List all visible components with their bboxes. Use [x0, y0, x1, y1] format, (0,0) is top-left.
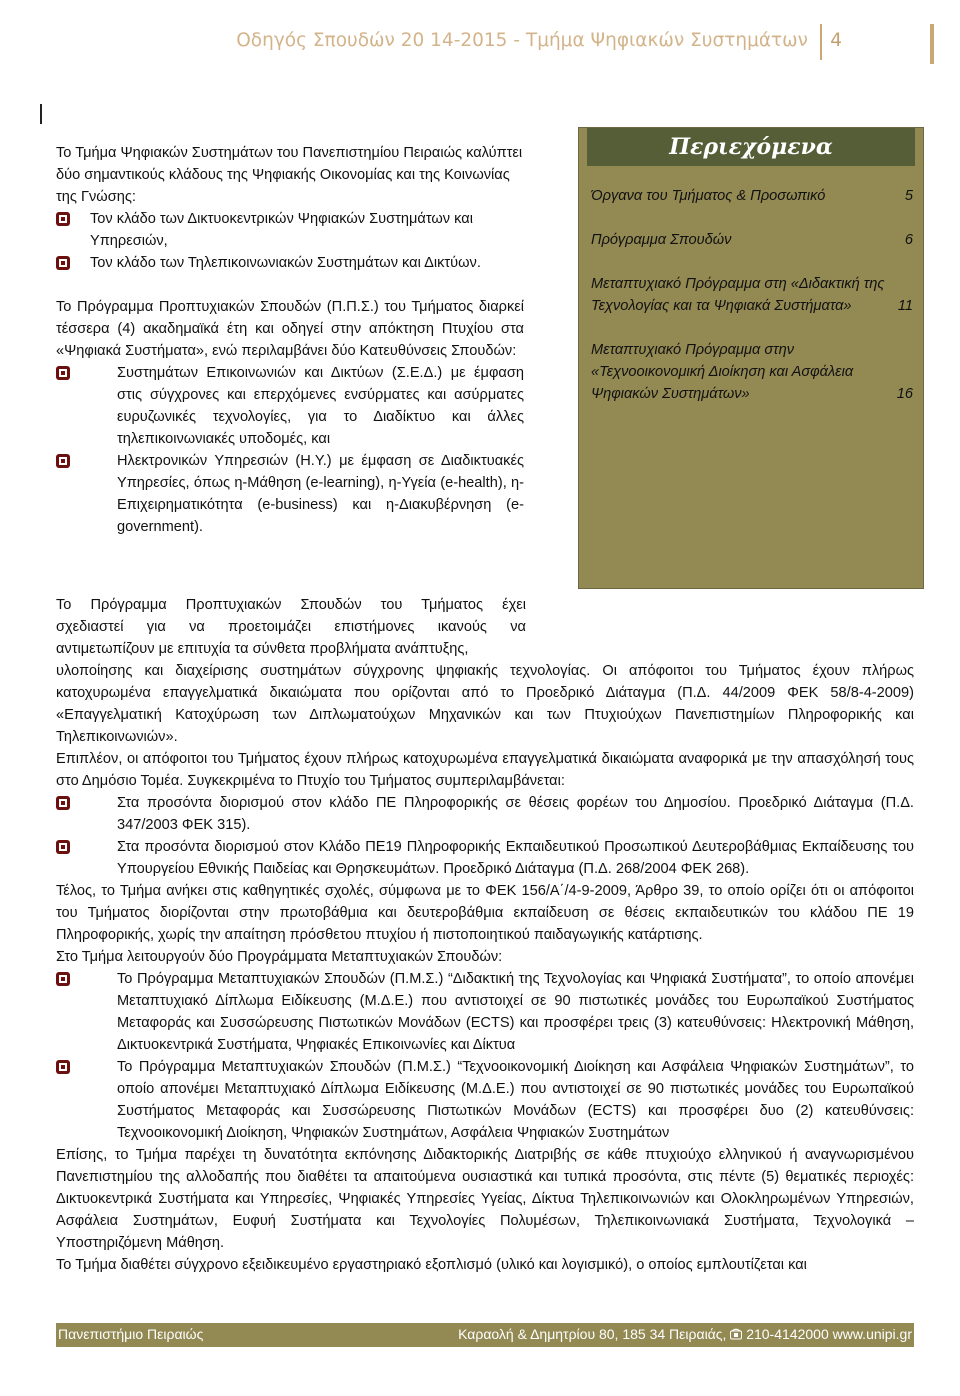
toc-title: Περιεχόμενα — [669, 134, 833, 160]
postgraduate-paragraph: Στο Τμήμα λειτουργούν δύο Προγράμματα Μεταπτυχιακών Σπουδών: — [56, 949, 503, 965]
running-header-title: Οδηγός Σπουδών 20 14-2015 - Τμήμα Ψηφιακών Συστημάτων — [236, 30, 808, 51]
list-item — [56, 1056, 914, 1144]
header-accent-bar — [930, 24, 934, 64]
toc-entry[interactable] — [591, 185, 913, 207]
toc-entry-label[interactable]: Μεταπτυχιακό Πρόγραμμα στην «Τεχνοοικονομική Διοίκηση και Ασφάλεια Ψηφιακών Συστημάτων» — [591, 342, 854, 402]
programme-paragraph: Το Πρόγραμμα Προπτυχιακών Σπουδών (Π.Π.Σ.) του Τμήματος διαρκεί τέσσερα (4) ακαδημαϊκά έτη και οδηγεί στην απόκτηση Πτυχίου στα «Ψηφιακά Συστήματα», ενώ περιλαμβάνει δύο Κατευθύνσεις Σπουδών: — [56, 299, 524, 359]
list-item — [56, 450, 524, 538]
toc-list — [591, 185, 913, 405]
list-item — [56, 252, 524, 274]
postgraduate-bullet-text: Το Πρόγραμμα Μεταπτυχιακών Σπουδών (Π.Μ.Σ.) “Διδακτική της Τεχνολογίας και Ψηφιακά Συστήματα”, το οποίο απονέμει Μεταπτυχιακό Δίπλωμα Ειδίκευσης (Μ.Δ.Ε.) που αντιστοιχεί σε 90 πιστωτικές μονάδες του Ευρωπαϊκού Συστήματος Μεταφοράς και Συσσώρευσης Πιστωτικών Μονάδων (ECTS) και προσφέρει τρεις (3) κατευθύνσεις: Ηλεκτρονική Μάθηση, Δικτυοκεντρικά Συστήματα, Ψηφιακές Επικοινωνίες και Δίκτυα — [117, 971, 914, 1053]
toc-entry[interactable] — [591, 273, 913, 317]
text-cursor — [40, 104, 42, 124]
list-item — [56, 836, 914, 880]
list-item — [56, 792, 914, 836]
toc-title-bar — [587, 128, 915, 166]
box-bullet-icon — [56, 796, 70, 810]
left-column — [56, 142, 524, 538]
page-header — [0, 22, 960, 62]
toc-entry-page: 5 — [904, 188, 913, 204]
toc-entry-label[interactable]: Όργανα του Τμήματος & Προσωπικό — [591, 188, 826, 204]
toc-entry-page: 16 — [896, 386, 913, 402]
box-bullet-icon — [56, 454, 70, 468]
doctoral-paragraph: Επίσης, το Τμήμα παρέχει τη δυνατότητα εκπόνησης Διδακτορικής Διατριβής σε κάθε πτυχιούχο ελληνικού ή αναγνωρισμένου Πανεπιστημίου της αλλοδαπής που διαθέτει τα απαιτούμενα ουσιαστικά και τυπικά προσόντα, στις πέντε (5) θεματικές περιοχές: Δικτυοκεντρικά Συστήματα και Υπηρεσίες, Ψηφιακές Υπηρεσίες Υγείας, Δίκτυα Τηλεπικοινωνιών και Ολοκληρωμένων Υπηρεσιών, Ασφάλεια Συστημάτων, Ευφυή Συστήματα και Τεχνολογίες Πολυμέσων, Τηλεπικοινωνιακά Συστήματα, Τεχνολογικά – Υποστηριζόμενη Μάθηση. — [56, 1147, 914, 1251]
table-of-contents — [578, 127, 924, 589]
public-sector-paragraph: Επιπλέον, οι απόφοιτοι του Τμήματος έχουν πλήρως κατοχυρωμένα επαγγελματικά δικαιώματα αναφορικά με την απασχόλησή τους στο Δημόσιο Τομέα. Συγκεκριμένα το Πτυχίο του Τμήματος συμπεριλαμβάνεται: — [56, 751, 914, 789]
aims-paragraph: υλοποίησης και διαχείρισης συστημάτων σύγχρονης ψηφιακής τεχνολογίας. Οι απόφοιτοι του Τμήματος έχουν πλήρως κατοχυρωμένα επαγγελματικά δικαιώματα που ορίζονται από το Προεδρικό Διάταγμα (Π.Δ. 44/2009 ΦΕΚ 58/8-4-2009) «Επαγγελματική Κατοχύρωση των Διπλωματούχων Μηχανικών και των Πτυχιούχων Πανεπιστημίων Πληροφορικής και Τηλεπικοινωνιών». — [56, 663, 914, 745]
intro-paragraph: Το Τμήμα Ψηφιακών Συστημάτων του Πανεπιστημίου Πειραιώς καλύπτει δύο σημαντικούς κλάδους της Ψηφιακής Οικονομίας και της Κοινωνίας της Γνώσης: — [56, 145, 523, 205]
aims-line: σχεδιαστεί για να προετοιμάζει επιστήμονες ικανούς να — [56, 619, 526, 635]
box-bullet-icon — [56, 212, 70, 226]
engineering-paragraph: Τέλος, το Τμήμα ανήκει στις καθηγητικές σχολές, σύμφωνα με το ΦΕΚ 156/Α΄/4-9-2009, Άρθρο 39, το οποίο ορίζει ότι οι απόφοιτοι του Τμήματος διορίζονται στην πρωτοβάθμια και δευτεροβάθμια εκπαίδευση σε θέσεις εκπαιδευτικών του κλάδου ΠΕ 19 Πληροφορικής, χωρίς την απαίτηση πρόσθετου πτυχίου ή πιστοποιητικού παιδαγωγικής κατάρτισης. — [56, 883, 914, 943]
box-bullet-icon — [56, 972, 70, 986]
aims-lines — [56, 594, 526, 660]
programme-bullet-text: Ηλεκτρονικών Υπηρεσιών (Η.Υ.) με έμφαση σε Διαδικτυακές Υπηρεσίες, όπως η-Μάθηση (e-learning), η-Υγεία (e-health), η-Επιχειρηματικότητα (e-business) και η-Διακυβέρνηση (e-government). — [117, 453, 524, 535]
toc-entry-label[interactable]: Μεταπτυχιακό Πρόγραμμα στη «Διδακτική της Τεχνολογίας και τα Ψηφιακά Συστήματα» — [591, 276, 885, 314]
footer-address: Καραολή & Δημητρίου 80, 185 34 Πειραιάς, — [458, 1326, 727, 1342]
programme-bullet-text: Συστημάτων Επικοινωνιών και Δικτύων (Σ.Ε.Δ.) με έμφαση στις σύγχρονες και επερχόμενες ενσύρματες και ασύρματες ευρυζωνικές τεχνολογίες, για το Διαδίκτυο και άλλες τηλεπικοινωνιακές υποδομές, και — [117, 365, 524, 447]
aims-line: αντιμετωπίζουν με επιτυχία τα σύνθετα προβλήματα ανάπτυξης, — [56, 641, 469, 657]
footer-phone: 210-4142000 — [746, 1326, 829, 1342]
public-sector-bullet-text: Στα προσόντα διορισμού στον Κλάδο ΠΕ19 Πληροφορικής Εκπαιδευτικού Προσωπικού Δευτεροβάθμιας Εκπαίδευσης του Υπουργείου Εθνικής Παιδείας και Θρησκευμάτων. Προεδρικό Διάταγμα (Π.Δ. 268/2004 ΦΕΚ 268). — [117, 839, 914, 877]
box-bullet-icon — [56, 840, 70, 854]
public-sector-bullet-text: Στα προσόντα διορισμού στον κλάδο ΠΕ Πληροφορικής σε θέσεις φορέων του Δημοσίου. Προεδρικό Διάταγμα (Π.Δ. 347/2003 ΦΕΚ 315). — [117, 795, 914, 833]
aims-line: Το Πρόγραμμα Προπτυχιακών Σπουδών του Τμήματος έχει — [56, 597, 526, 613]
list-item — [56, 208, 524, 252]
page-footer — [56, 1323, 914, 1347]
toc-entry[interactable] — [591, 229, 913, 251]
postgraduate-bullet-text: Το Πρόγραμμα Μεταπτυχιακών Σπουδών (Π.Μ.Σ.) “Τεχνοοικονομική Διοίκηση και Ασφάλεια Ψηφιακών Συστημάτων”, το οποίο απονέμει Μεταπτυχιακό Δίπλωμα Ειδίκευσης (Μ.Δ.Ε.) που αντιστοιχεί σε 90 πιστωτικές μονάδες του Ευρωπαϊκού Συστήματος Μεταφοράς και Συσσώρευσης Πιστωτικών Μονάδων (ECTS) και προσφέρει δυο (2) κατευθύνσεις: Τεχνοοικονομική Διοίκηση, Ψηφιακών Συστημάτων, Ασφάλεια Ψηφιακών Συστημάτων — [117, 1059, 914, 1141]
box-bullet-icon — [56, 366, 70, 380]
list-item — [56, 362, 524, 450]
intro-bullet-text: Τον κλάδο των Δικτυοκεντρικών Ψηφιακών Συστημάτων και Υπηρεσιών, — [90, 211, 473, 249]
footer-contact — [458, 1326, 912, 1342]
page-number: 4 — [830, 30, 842, 51]
box-bullet-icon — [56, 256, 70, 270]
list-item — [56, 968, 914, 1056]
phone-icon — [730, 1328, 742, 1340]
intro-bullet-text: Τον κλάδο των Τηλεπικοινωνιακών Συστημάτων και Δικτύων. — [90, 255, 481, 271]
toc-entry[interactable] — [591, 339, 913, 405]
footer-university: Πανεπιστήμιο Πειραιώς — [58, 1326, 204, 1342]
labs-paragraph: Το Τμήμα διαθέτει σύγχρονο εξειδικευμένο εργαστηριακό εξοπλισμό (υλικό και λογισμικό), ο οποίος εμπλουτίζεται και — [56, 1257, 807, 1273]
full-width-body — [56, 660, 914, 1276]
toc-entry-page: 11 — [897, 298, 913, 314]
box-bullet-icon — [56, 1060, 70, 1074]
header-separator — [820, 24, 822, 60]
footer-website[interactable]: www.unipi.gr — [832, 1326, 912, 1342]
toc-entry-page: 6 — [904, 232, 913, 248]
toc-entry-label[interactable]: Πρόγραμμα Σπουδών — [591, 232, 732, 248]
